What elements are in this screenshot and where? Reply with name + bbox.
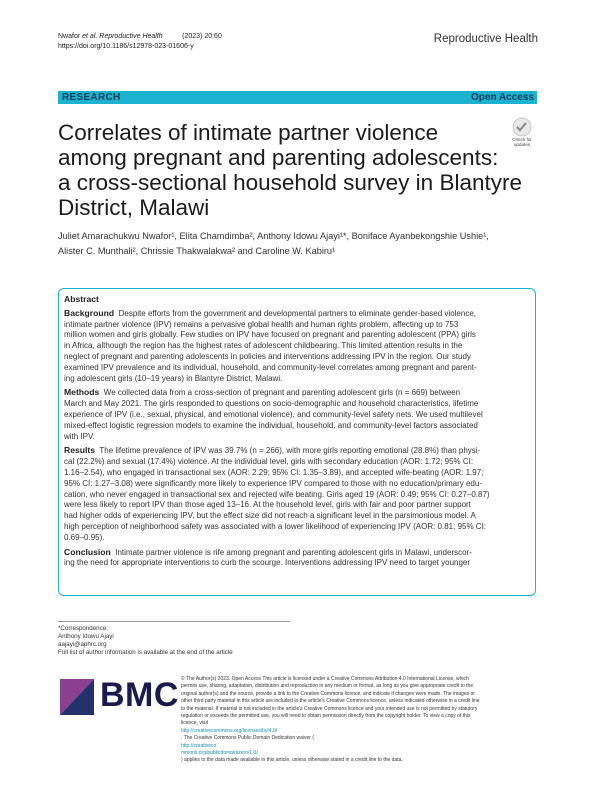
title-line: among pregnant and parenting adolescents: [58, 145, 499, 170]
journal-name: Reproductive Health [433, 33, 538, 45]
methods-label: Methods [64, 387, 100, 398]
correspondence-email[interactable]: aajayi@aphrc.org [58, 641, 107, 648]
results-section: Results The lifetime prevalence of IPV was 39.7% (n = 266), with more girls reporting emotional (28.8%) than physi- cal (22.2%) and sexual (17.4%) violence. At the individual level, girls with secondary education (AOR: 1.72; 95% CI: 1.16–2.54), who engaged in transactional sex (AOR: 2.29; 95% CI: 1.35–3.89), and accepted wife-beating (AOR: 1.97; 95% CI: 1.27–3.08) were significantly more likely to experience IPV compared to those with no education/primary edu- cation, who never engaged in transactional sex and rejected wife beating. Girls aged 19 (AOR: 0.49; 95% CI: 0.27–0.87) were less likely to report IPV than those aged 13–16. At the household level, girls with fair and poor partner support had higher odds of experiencing IPV, but the effect size did not reach a significant level in the parsimonious model. A high perception of neighborhood safety was associated with a lower likelihood of experiencing IPV (AOR: 0.81; 95% CI: 0.69–0.95). [64, 445, 490, 542]
citation-author: Nwafor [58, 33, 81, 40]
results-label: Results [64, 445, 96, 456]
cc-zero-link[interactable]: http://creativeco [181, 742, 217, 749]
cc-license-link[interactable]: http://creativecommons.org/licenses/by/4.0/ [181, 727, 278, 734]
methods-section: Methods We collected data from a cross-section of pregnant and parenting adolescent girls (n = 669) between March and May 2021. The girls responded to questions on socio-demographic and household characteristics, lifetime experience of IPV (i.e., sexual, physical, and emotional violence), and community-level safety nets. We used multilevel mixed-effect logistic regression models to examine the individual, household, and community-level factors associated with IPV. [64, 387, 483, 441]
footnote-divider [58, 621, 290, 622]
background-label: Background [64, 307, 115, 318]
abstract-content [64, 294, 534, 569]
title-line: Correlates of intimate partner violence [58, 120, 439, 145]
author-line: Juliet Amarachukwu Nwafor¹, Elita Chamdimba², Anthony Idowu Ajayi¹*, Boniface Ayanbekongshie Ushie¹, [58, 231, 489, 241]
author-line: Alister C. Munthali², Chrissie Thakwalakwa² and Caroline W. Kabiru¹ [58, 246, 336, 256]
section-banner [58, 91, 537, 104]
check-for-updates-label: Check for updates [512, 137, 532, 147]
title-line: a cross-sectional household survey in Blantyre [58, 170, 522, 195]
author-list [58, 229, 538, 259]
publisher-name: BMC [100, 676, 179, 714]
citation-year: (2023) 20:60 [182, 33, 222, 40]
conclusion-section: Conclusion Intimate partner violence is rife among pregnant and parenting adolescent girls in Malawi, underscor- ing the need for appropriate interventions to curb the scourge. Interventions addressing IPV need to target younger [64, 546, 472, 568]
abstract-heading: Abstract [64, 294, 99, 304]
title-line: District, Malawi [58, 195, 210, 220]
open-access-label: Open Access [471, 92, 534, 103]
conclusion-label: Conclusion [64, 546, 111, 557]
doi-link[interactable]: https://doi.org/10.1186/s12978-023-01606-y [58, 43, 194, 50]
citation-header [58, 32, 222, 52]
cc-zero-link-cont[interactable]: mmons.org/publicdomain/zero/1.0/ [181, 750, 258, 757]
correspondence-footnote: *Correspondence: Anthony Idowu Ajayi aajayi@aphrc.org Full list of author information is available at the end of the article [58, 625, 233, 656]
license-text: © The Author(s) 2023. Open Access This article is licensed under a Creative Commons Attribution 4.0 International License, which permits use, sharing, adaptation, distribution and reproduction in any medium or format, as long as you give appropriate credit to the original author(s) and the source, provide a link to the Creative Commons licence, and indicate if changes were made. The images or other third party material in this article are included in the article's Creative Commons licence, unless indicated otherwise in a credit line to the material. If material is not included in the article's Creative Commons licence and your intended use is not permitted by statutory regulation or exceeds the permitted use, you will need to obtain permission directly from the copyright holder. To view a copy of this licence, visit http://creativecommons.org/licenses/by/4.0/ . The Creative Commons Public Domain Dedication waiver ( http://creativeco mmons.org/publicdomain/zero/1.0/ ) applies to the data made available in this article, unless otherwise stated in a credit line to the data. [181, 676, 480, 764]
section-label: RESEARCH [62, 92, 121, 103]
citation-journal: et al. Reproductive Health [82, 33, 163, 40]
background-section: Background Despite efforts from the government and developmental partners to eliminate gender-based violence, intimate partner violence (IPV) remains a pervasive global health and human rights problem, affecting up to 753 million women and girls globally. Few studies on IPV have focused on pregnant and parenting adolescent (PPA) girls in Africa, although the region has the highest rates of adolescent childbearing. This limited attention results in the neglect of pregnant and parenting adolescents in policies and interventions addressing IPV in the region. Our study examined IPV prevalence and its individual, household, and community-level correlates among pregnant and parent- ing adolescent girls (10–19 years) in Blantyre District, Malawi. [64, 307, 477, 383]
